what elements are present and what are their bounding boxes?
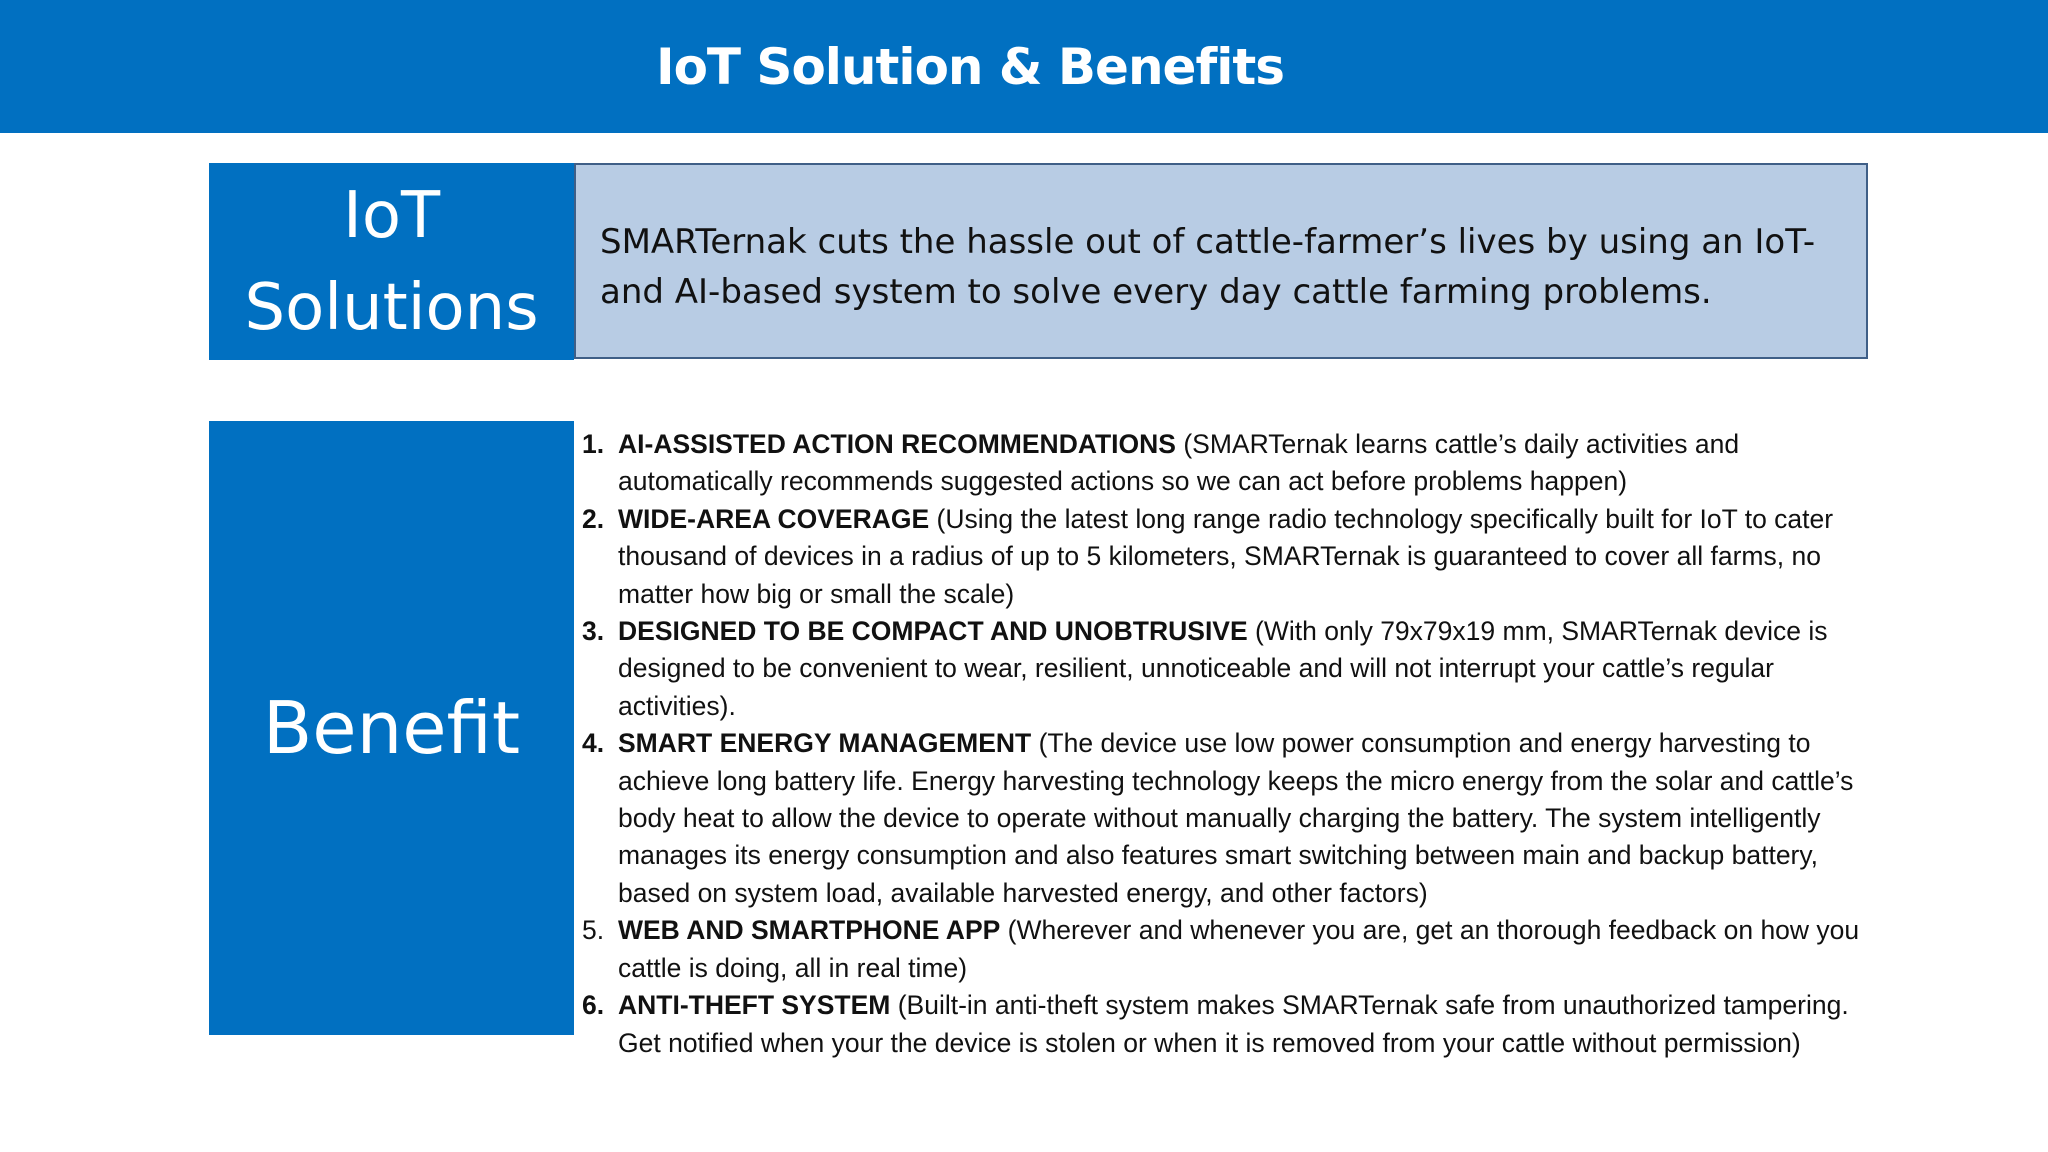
benefit-text: (Wherever and whenever you are, get an thorough feedback on how you cattle is doing, all in real time): [618, 915, 1860, 983]
benefit-item: [582, 987, 1882, 1062]
benefit-number: 6.: [582, 990, 605, 1021]
benefit-text: (Using the latest long range radio technology specifically built for IoT to cater thousand of devices in a radius of up to 5 kilometers, SMARTernak is guaranteed to cover all farms, no matter how big or small the scale): [618, 503, 1834, 609]
benefit-item: [582, 725, 1882, 912]
benefit-item: [582, 613, 1882, 725]
benefit-text: (SMARTernak learns cattle’s daily activities and automatically recommends suggested actions so we can act before problems happen): [618, 429, 1740, 497]
benefit-number: 4.: [582, 728, 605, 759]
benefit-number: 3.: [582, 616, 605, 647]
description-box: [574, 163, 1868, 359]
benefit-number: 2.: [582, 503, 605, 534]
benefit-label: Benefit: [262, 686, 521, 770]
benefit-heading: WIDE-AREA COVERAGE: [618, 503, 930, 534]
benefit-heading: DESIGNED TO BE COMPACT AND UNOBTRUSIVE: [618, 616, 1248, 647]
benefit-heading: SMART ENERGY MANAGEMENT: [618, 728, 1032, 759]
benefit-number: 1.: [582, 429, 605, 459]
description-text: SMARTernak cuts the hassle out of cattle-farmer’s lives by using an IoT- and AI-based system to solve every day cattle farming problems.: [600, 222, 1816, 312]
benefit-item: [582, 426, 1882, 501]
benefit-item: [582, 501, 1882, 613]
benefit-text: (With only 79x79x19 mm, SMARTernak device is designed to be convenient to wear, resilient, unnoticeable and will not interrupt your cattle’s regular activities).: [618, 616, 1828, 721]
benefit-number: 5.: [582, 915, 605, 946]
iot-solutions-label: IoT Solutions: [244, 178, 539, 345]
slide-title: IoT Solution & Benefits: [655, 38, 1285, 96]
benefit-text: (Built-in anti-theft system makes SMARTernak safe from unauthorized tampering. Get notified when your the device is stolen or when it is removed from your cattle without permission): [618, 990, 1849, 1058]
benefit-list: [582, 426, 1882, 1062]
title-bar: [0, 0, 2048, 133]
benefit-heading: ANTI-THEFT SYSTEM: [618, 990, 891, 1021]
iot-solutions-label-box: [209, 163, 574, 360]
benefit-item: [582, 912, 1882, 987]
benefit-heading: AI-ASSISTED ACTION RECOMMENDATIONS: [618, 429, 1176, 459]
benefit-label-box: [209, 421, 574, 1035]
benefit-text: (The device use low power consumption and energy harvesting to achieve long battery life. Energy harvesting technology keeps the micro energy from the solar and cattle’s body heat to allow the device to operate without manually charging the battery. The system intelligently manages its energy consumption and also features smart switching between main and backup battery, based on system load, available harvested energy, and other factors): [618, 728, 1854, 908]
benefit-heading: WEB AND SMARTPHONE APP: [618, 915, 1001, 946]
